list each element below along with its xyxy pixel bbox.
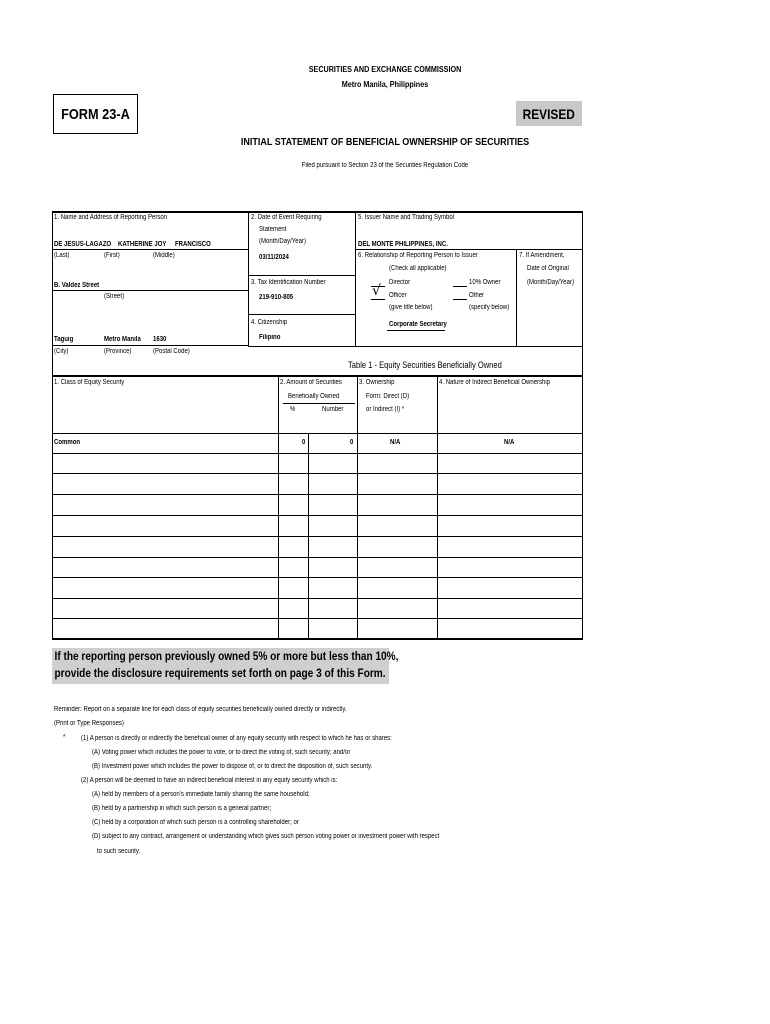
grid-line bbox=[52, 473, 583, 474]
disclosure-banner bbox=[52, 648, 399, 684]
director-label: Director bbox=[389, 279, 411, 286]
grid-line bbox=[52, 536, 583, 537]
province-caption: (Province) bbox=[104, 348, 132, 355]
reminder-item-2d-cont: to such security. bbox=[97, 848, 141, 855]
citizenship-value[interactable]: Filipino bbox=[259, 334, 281, 341]
row1-number[interactable]: 0 bbox=[350, 439, 354, 446]
postal-value[interactable]: 1630 bbox=[153, 336, 167, 343]
officer-title-underline bbox=[387, 330, 445, 331]
box2-label-2: Statement bbox=[259, 226, 287, 233]
col1-header: 1. Class of Equity Security bbox=[54, 379, 125, 386]
grid-line bbox=[248, 314, 355, 315]
officer-label: Officer bbox=[389, 292, 407, 299]
box4-label: 4. Citizenship bbox=[251, 319, 288, 326]
officer-title-value[interactable]: Corporate Secretary bbox=[389, 321, 447, 328]
box3-label: 3. Tax Identification Number bbox=[251, 279, 326, 286]
issuer-name-value[interactable]: DEL MONTE PHILIPPINES, INC. bbox=[358, 241, 448, 248]
grid-line bbox=[248, 275, 355, 276]
col2-number-header: Number bbox=[322, 406, 344, 413]
officer-note: (give title below) bbox=[389, 304, 433, 311]
grid-line bbox=[355, 211, 356, 346]
box5-label: 5. Issuer Name and Trading Symbol bbox=[358, 214, 455, 221]
postal-caption: (Postal Code) bbox=[153, 348, 190, 355]
box2-label-1: 2. Date of Event Requiring bbox=[251, 214, 322, 221]
grid-line bbox=[52, 618, 583, 619]
grid-line bbox=[52, 433, 583, 434]
owner-label: 10% Owner bbox=[469, 279, 501, 286]
city-value[interactable]: Taguig bbox=[54, 336, 74, 343]
col3-header-3: or Indirect (I) * bbox=[366, 406, 405, 413]
row1-class[interactable]: Common bbox=[54, 439, 81, 446]
grid-line bbox=[52, 515, 583, 516]
city-caption: (City) bbox=[54, 348, 69, 355]
row1-ownership-form[interactable]: N/A bbox=[390, 439, 401, 446]
form-title: INITIAL STATEMENT OF BENEFICIAL OWNERSHIP OF SECURITIES bbox=[240, 137, 530, 148]
last-caption: (Last) bbox=[54, 252, 70, 259]
grid-line bbox=[52, 375, 583, 377]
reminder-star: * bbox=[63, 734, 66, 741]
owner-checkbox-line[interactable] bbox=[453, 286, 467, 287]
other-checkbox-line[interactable] bbox=[453, 299, 467, 300]
box7-label-2: Date of Original bbox=[527, 265, 569, 272]
row1-nature[interactable]: N/A bbox=[504, 439, 515, 446]
other-note: (specify below) bbox=[469, 304, 510, 311]
middle-caption: (Middle) bbox=[153, 252, 175, 259]
first-caption: (First) bbox=[104, 252, 120, 259]
reminder-item-2c: (C) held by a corporation of which such person is a controlling shareholder; or bbox=[92, 819, 299, 826]
box7-label-3: (Month/Day/Year) bbox=[527, 279, 574, 286]
box2-label-3: (Month/Day/Year) bbox=[259, 238, 306, 245]
street-value[interactable]: B. Valdez Street bbox=[54, 282, 100, 289]
grid-line bbox=[516, 249, 517, 346]
col2-header-2: Beneficially Owned bbox=[288, 393, 340, 400]
grid-line bbox=[52, 557, 583, 558]
form-label-box bbox=[53, 94, 138, 134]
reminder-item-2: (2) A person will be deemed to have an indirect beneficial interest in any equity security which is: bbox=[81, 777, 338, 784]
box6-label: 6. Relationship of Reporting Person to Issuer bbox=[358, 252, 478, 259]
reminder-item-2a: (A) held by members of a person's immediate family sharing the same household; bbox=[92, 791, 310, 798]
reminder-item-2b: (B) held by a partnership in which such person is a general partner; bbox=[92, 805, 272, 812]
grid-line bbox=[52, 211, 53, 639]
grid-line bbox=[582, 211, 583, 639]
revised-label: REVISED bbox=[522, 105, 576, 122]
col2-pct-header: % bbox=[290, 406, 296, 413]
last-name-value[interactable]: DE JESUS-LAGAZO bbox=[54, 241, 112, 248]
grid-line bbox=[248, 346, 582, 347]
middle-name-value[interactable]: FRANCISCO bbox=[175, 241, 211, 248]
tin-value[interactable]: 219-910-805 bbox=[259, 294, 294, 301]
province-value[interactable]: Metro Manila bbox=[104, 336, 141, 343]
first-name-value[interactable]: KATHERINE JOY bbox=[118, 241, 167, 248]
box1-label: 1. Name and Address of Reporting Person bbox=[54, 214, 168, 221]
table1-title: Table 1 - Equity Securities Beneficially Owned bbox=[348, 360, 502, 370]
banner-line-2: provide the disclosure requirements set forth on page 3 of this Form. bbox=[54, 666, 386, 680]
officer-checkbox-line[interactable] bbox=[371, 299, 385, 300]
col3-header-2: Form: Direct (D) bbox=[366, 393, 410, 400]
col4-header: 4. Nature of Indirect Beneficial Ownership bbox=[439, 379, 551, 386]
col2-header-underline bbox=[283, 403, 355, 404]
reminder-line-2: (Print or Type Responses) bbox=[54, 720, 124, 727]
col3-header-1: 3. Ownership bbox=[359, 379, 395, 386]
box7-label-1: 7. If Amendment, bbox=[519, 252, 565, 259]
agency-name: SECURITIES AND EXCHANGE COMMISSION bbox=[308, 65, 462, 74]
banner-line-1: If the reporting person previously owned 5% or more but less than 10%, bbox=[54, 649, 399, 663]
form-subtitle: Filed pursuant to Section 23 of the Securities Regulation Code bbox=[301, 162, 469, 169]
reminder-item-1b: (B) Investment power which includes the power to dispose of, or to direct the disposition of, such security. bbox=[92, 763, 373, 770]
city-underline bbox=[52, 345, 248, 346]
grid-line bbox=[52, 494, 583, 495]
other-label: Other bbox=[469, 292, 485, 299]
officer-check-icon[interactable]: √ bbox=[372, 283, 381, 299]
grid-line bbox=[248, 211, 249, 346]
col2-header-1: 2. Amount of Securities bbox=[280, 379, 342, 386]
row1-pct[interactable]: 0 bbox=[302, 439, 306, 446]
form-label: FORM 23-A bbox=[61, 105, 130, 123]
revised-badge bbox=[516, 101, 582, 126]
street-caption: (Street) bbox=[104, 293, 125, 300]
agency-location: Metro Manila, Philippines bbox=[341, 80, 429, 89]
event-date-value[interactable]: 03/11/2024 bbox=[259, 254, 289, 261]
box6-check-note: (Check all applicable) bbox=[389, 265, 447, 272]
grid-line bbox=[52, 598, 583, 599]
street-underline bbox=[52, 290, 248, 291]
reminder-item-1: (1) A person is directly or indirectly the beneficial owner of any equity security with respect to which he has or shares: bbox=[81, 735, 392, 742]
name-underline bbox=[52, 249, 248, 250]
grid-line bbox=[52, 453, 583, 454]
grid-line bbox=[355, 249, 582, 250]
grid-line bbox=[52, 577, 583, 578]
reminder-line-1: Reminder: Report on a separate line for each class of equity securities beneficially owned directly or indirectly. bbox=[54, 706, 347, 713]
reminder-item-1a: (A) Voting power which includes the power to vote, or to direct the voting of, such security; and/or bbox=[92, 749, 351, 756]
grid-line bbox=[52, 638, 583, 640]
reminder-item-2d: (D) subject to any contract, arrangement or understanding which gives such person voting power or investment power with respect bbox=[92, 833, 440, 840]
